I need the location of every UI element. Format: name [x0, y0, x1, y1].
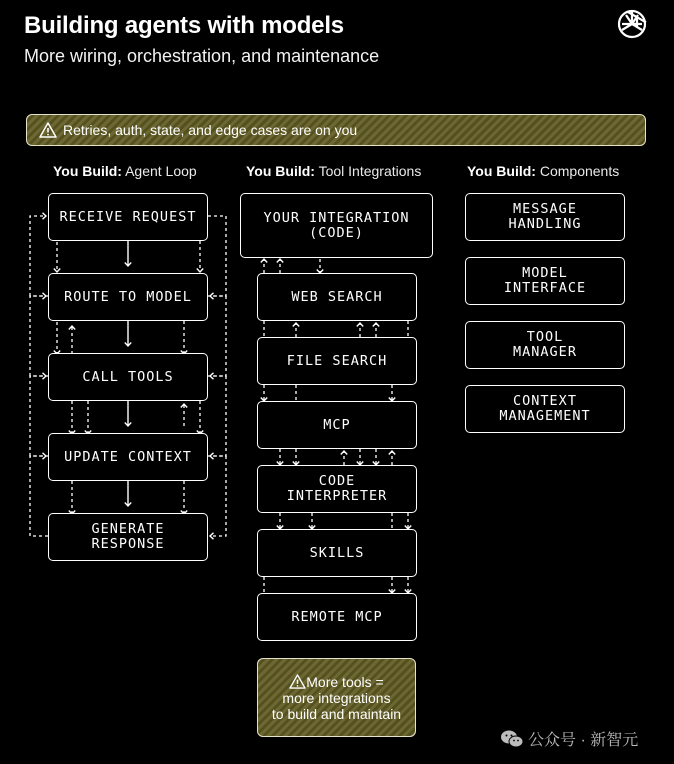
warning-icon [289, 674, 306, 689]
watermark-text: 公众号 · 新智元 [528, 732, 639, 749]
skills-box: SKILLS [257, 529, 417, 577]
more-tools-line3: to build and maintain [271, 705, 402, 722]
more-tools-line2: more integrations [282, 689, 391, 706]
more-tools-callout [257, 658, 416, 737]
call-tools-box: CALL TOOLS [48, 353, 208, 401]
message-handling-box: MESSAGE HANDLING [465, 193, 625, 241]
column-label: Agent Loop [125, 163, 197, 179]
column-prefix: You Build: [53, 163, 122, 179]
warning-banner-text: Retries, auth, state, and edge cases are on you [63, 122, 358, 138]
column-prefix: You Build: [467, 163, 536, 179]
mcp-box: MCP [257, 401, 417, 449]
context-management-box: CONTEXT MANAGEMENT [465, 385, 625, 433]
more-tools-line1: More tools = [306, 673, 384, 690]
generate-response-box: GENERATE RESPONSE [48, 513, 208, 561]
web-search-box: WEB SEARCH [257, 273, 417, 321]
column-prefix: You Build: [246, 163, 315, 179]
your-integration-box: YOUR INTEGRATION (CODE) [240, 193, 433, 258]
remote-mcp-box: REMOTE MCP [257, 593, 417, 641]
column-label: Components [539, 163, 620, 179]
model-interface-box: MODEL INTERFACE [465, 257, 625, 305]
page-title: Building agents with models [24, 12, 344, 39]
code-interpreter-box: CODE INTERPRETER [257, 465, 417, 513]
file-search-box: FILE SEARCH [257, 337, 417, 385]
wechat-icon [500, 729, 524, 749]
column-label: Tool Integrations [318, 163, 422, 179]
watermark [500, 727, 638, 750]
page-subtitle: More wiring, orchestration, and maintenance [24, 46, 380, 66]
tool-manager-box: TOOL MANAGER [465, 321, 625, 369]
receive-request-box: RECEIVE REQUEST [48, 193, 208, 241]
route-to-model-box: ROUTE TO MODEL [48, 273, 208, 321]
update-context-box: UPDATE CONTEXT [48, 433, 208, 481]
